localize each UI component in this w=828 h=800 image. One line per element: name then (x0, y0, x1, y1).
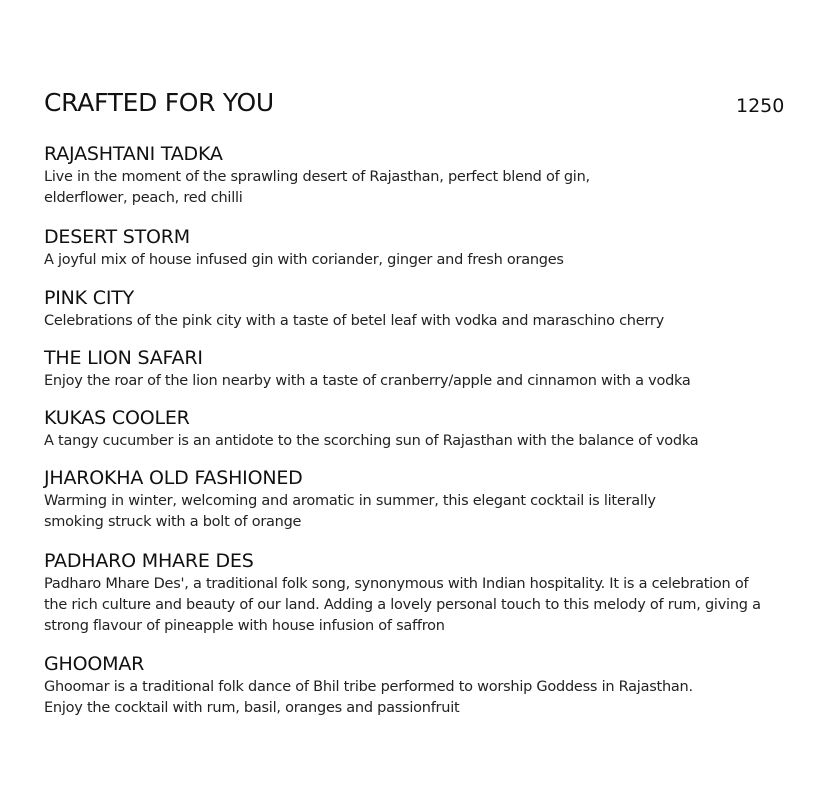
menu-item-rajashtani-tadka (44, 141, 804, 209)
menu-item-name: RAJASHTANI TADKA (44, 143, 223, 165)
menu-item-name: PADHARO MHARE DES (44, 550, 254, 572)
description-line: elderflower, peach, red chilli (44, 190, 243, 206)
menu-item-padharo-mhare-des (44, 548, 804, 637)
menu-item-pink-city (44, 285, 804, 332)
menu-item-description (44, 574, 804, 637)
description-line: A joyful mix of house infused gin with coriander, ginger and fresh oranges (44, 252, 564, 268)
menu-item-description (44, 167, 804, 209)
description-line: Enjoy the cocktail with rum, basil, oranges and passionfruit (44, 700, 460, 716)
menu-item-name: PINK CITY (44, 287, 135, 309)
description-line: Ghoomar is a traditional folk dance of Bhil tribe performed to worship Goddess in Rajasthan. (44, 679, 693, 695)
description-line: A tangy cucumber is an antidote to the scorching sun of Rajasthan with the balance of vodka (44, 433, 699, 449)
menu-item-description (44, 677, 804, 719)
description-line: Enjoy the roar of the lion nearby with a taste of cranberry/apple and cinnamon with a vodka (44, 373, 691, 389)
section-price: 1250 (736, 95, 785, 117)
menu-item-description (44, 371, 804, 392)
menu-item-name: KUKAS COOLER (44, 407, 190, 429)
menu-item-jharokha-old-fashioned (44, 465, 804, 533)
menu-item-description (44, 311, 804, 332)
description-line: Padharo Mhare Des', a traditional folk song, synonymous with Indian hospitality. It is a celebration of (44, 576, 749, 592)
menu-item-ghoomar (44, 651, 804, 719)
menu-item-description (44, 250, 804, 271)
menu-item-description (44, 431, 804, 452)
description-line: smoking struck with a bolt of orange (44, 514, 302, 530)
menu-item-kukas-cooler (44, 405, 804, 452)
menu-item-the-lion-safari (44, 345, 804, 392)
menu-item-name: DESERT STORM (44, 226, 190, 248)
menu-item-description (44, 491, 804, 533)
description-line: Warming in winter, welcoming and aromatic in summer, this elegant cocktail is literally (44, 493, 656, 509)
section-title: CRAFTED FOR YOU (44, 88, 274, 117)
menu-item-name: THE LION SAFARI (44, 347, 203, 369)
menu-items-list (44, 141, 804, 719)
menu-item-desert-storm (44, 224, 804, 271)
description-line: Live in the moment of the sprawling desert of Rajasthan, perfect blend of gin, (44, 169, 590, 185)
menu-item-name: JHAROKHA OLD FASHIONED (44, 467, 303, 489)
description-line: the rich culture and beauty of our land. Adding a lovely personal touch to this melody of rum, giving a (44, 597, 761, 613)
description-line: Celebrations of the pink city with a taste of betel leaf with vodka and maraschino cherry (44, 313, 664, 329)
description-line: strong flavour of pineapple with house infusion of saffron (44, 618, 445, 634)
menu-item-name: GHOOMAR (44, 653, 145, 675)
